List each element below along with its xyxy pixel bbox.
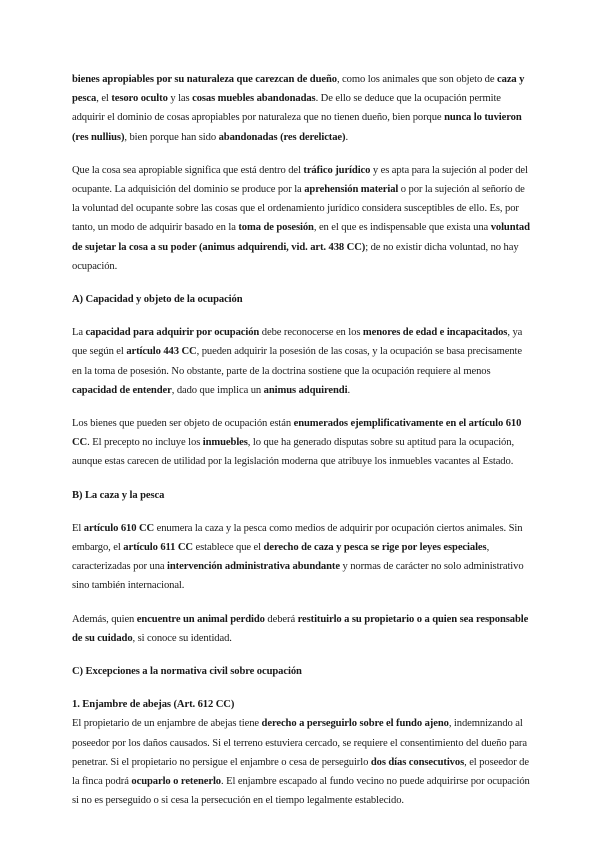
- bold-text: nunca lo tuvieron (res nullius): [72, 112, 522, 143]
- text-run: Los bienes que pueden ser objeto de ocupación están: [72, 418, 294, 430]
- text-run: Que la cosa sea apropiable significa que está dentro del: [72, 164, 304, 176]
- bold-text: derecho a perseguirlo sobre el fundo ajeno: [261, 718, 449, 730]
- bold-text: ocuparlo o retenerlo: [131, 776, 221, 788]
- bold-text: animus adquirendi: [263, 384, 348, 396]
- text-run: deberá: [264, 613, 298, 625]
- text-run: El: [72, 522, 84, 534]
- text-run: y es apta para la sujeción al poder del ocupante. La adquisición del dominio se produce por la: [72, 164, 528, 196]
- bold-text: artículo 443 CC: [126, 346, 197, 358]
- text-run: ; de no existir dicha voluntad, no hay ocupación.: [72, 241, 519, 272]
- paragraph-bienes-objeto: [72, 414, 534, 472]
- heading-caza-pesca: B) La caza y la pesca: [72, 489, 165, 501]
- bold-text: tesoro oculto: [111, 93, 168, 105]
- text-run: La: [72, 327, 86, 339]
- paragraph-animal-perdido: [72, 610, 534, 648]
- text-run: , como los animales que son objeto de: [336, 74, 498, 85]
- bold-text: cosas muebles abandonadas: [192, 93, 316, 105]
- text-run: o por la sujeción al señorío de la voluntad del ocupante sobre las cosas que el ordenamiento jurídico considera susceptibles de ello. Es, por tanto, un modo de adquirir basado en la: [72, 184, 525, 234]
- text-run: . El precepto no incluye los: [87, 437, 203, 449]
- bold-text: encuentre un animal perdido: [136, 613, 265, 625]
- text-run: Además, quien: [72, 613, 137, 625]
- text-run: , si conoce su identidad.: [132, 632, 232, 644]
- bold-text: bienes apropiables por su naturaleza que carezcan de dueño: [72, 74, 337, 85]
- bold-text: artículo 610 CC: [83, 522, 155, 534]
- bold-text: enumerados ejemplificativamente en el artículo 610 CC: [72, 418, 522, 449]
- text-run: , pueden adquirir la posesión de las cosas, y la ocupación se basa precisamente en la toma de posesión. No obstante, parte de la doctrina sostiene que la ocupación requiere al menos: [72, 346, 523, 377]
- paragraph-objeto-ocupacion: [72, 70, 534, 147]
- text-run: y normas de carácter no solo administrativo sino también internacional.: [72, 561, 524, 592]
- bold-text: aprehensión material: [304, 184, 399, 196]
- bold-text: menores de edad e incapacitados: [362, 327, 508, 339]
- text-run: , el poseedor de la finca podrá: [72, 756, 529, 788]
- bold-text: toma de posesión: [238, 222, 314, 234]
- text-run: , indemnizando al poseedor por los daños causados. Si el terreno estuviera cercado, se requiere el consentimiento del dueño para penetrar. Si el propietario no persigue el enjambre o cesa de perseguirlo: [72, 718, 527, 768]
- bold-text: capacidad de entender: [72, 384, 172, 396]
- text-run: debe reconocerse en los: [259, 327, 363, 339]
- text-run: enumera la caza y la pesca como medios de adquirir por ocupación ciertos animales. Sin embargo, el: [72, 522, 523, 554]
- text-run: establece que el: [192, 542, 264, 554]
- heading-excepciones: C) Excepciones a la normativa civil sobre ocupación: [72, 666, 302, 678]
- paragraph-cosa-apropiable: [72, 161, 534, 276]
- paragraph-capacidad: [72, 323, 534, 400]
- text-run: , bien porque han sido: [124, 131, 219, 143]
- bold-text: derecho de caza y pesca se rige por leyes especiales: [263, 542, 487, 554]
- text-run: .: [347, 384, 351, 396]
- bold-text: abandonadas (res derelictae): [218, 131, 346, 143]
- text-run: , el: [96, 93, 112, 105]
- subheading-enjambre: 1. Enjambre de abejas (Art. 612 CC): [72, 699, 235, 711]
- text-run: , ya que según el: [72, 327, 523, 358]
- bold-text: inmuebles: [202, 437, 248, 449]
- text-run: , en el que es indispensable que exista una: [313, 222, 491, 234]
- text-run: , caracterizadas por una: [72, 542, 490, 573]
- bold-text: artículo 611 CC: [123, 542, 193, 554]
- bold-text: capacidad para adquirir por ocupación: [85, 327, 260, 339]
- bold-text: tráfico jurídico: [303, 164, 371, 176]
- bold-text: voluntad de sujetar la cosa a su poder (animus adquirendi, vid. art. 438 CC): [72, 222, 530, 253]
- text-run: . El enjambre escapado al fundo vecino no puede adquirirse por ocupación si no es perseguido o si cesa la persecución en el tiempo legalmente establecido.: [72, 776, 530, 807]
- bold-text: caza y pesca: [72, 74, 525, 105]
- text-run: . De ello se deduce que la ocupación permite adquirir el dominio de cosas apropiables por naturaleza que no tienen dueño, bien porque: [72, 93, 501, 124]
- document-page: [72, 70, 534, 825]
- paragraph-caza-pesca: [72, 519, 534, 596]
- text-run: , dado que implica un: [171, 384, 264, 396]
- paragraph-enjambre: [72, 714, 534, 810]
- text-run: .: [345, 131, 349, 143]
- heading-capacidad-objeto: A) Capacidad y objeto de la ocupación: [72, 294, 243, 306]
- bold-text: intervención administrativa abundante: [167, 561, 340, 573]
- bold-text: dos días consecutivos: [370, 756, 465, 768]
- text-run: y las: [167, 93, 193, 105]
- text-run: El propietario de un enjambre de abejas tiene: [72, 718, 262, 730]
- bold-text: restituirlo a su propietario o a quien sea responsable de su cuidado: [72, 613, 529, 644]
- text-run: , lo que ha generado disputas sobre su aptitud para la ocupación, aunque estas carecen de utilidad por la legislación moderna que atribuye los inmuebles vacantes al Estado.: [72, 437, 515, 468]
